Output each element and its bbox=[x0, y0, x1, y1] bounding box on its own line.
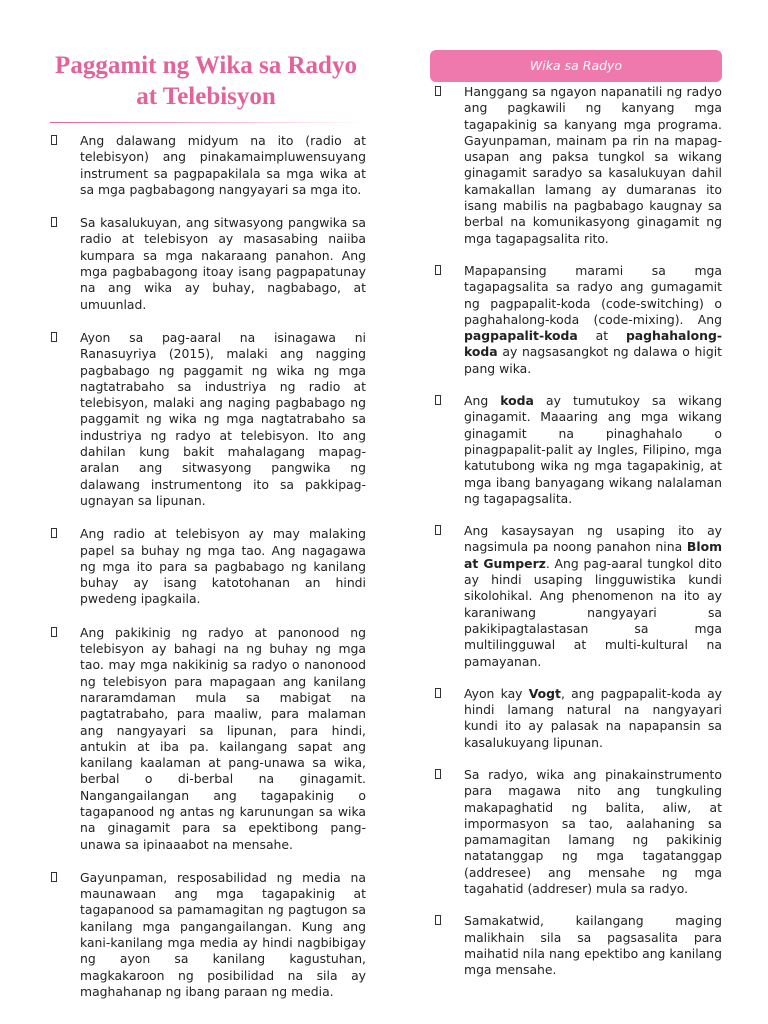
bold-term: pagpapalit-koda bbox=[464, 328, 578, 344]
bullet-text bbox=[80, 526, 366, 607]
bullet-box-icon bbox=[51, 528, 57, 538]
text-run: Hanggang sa ngayon napanatili ng radyo ang pagkawili ng kanyang mga tagapakinig sa kanyang mga programa. Gayunpaman, mainam pa rin na mapag-usapan ang paksa tungkol sa wikang ginagamit saradyo sa kasalukuyan dahil kamakallan lamang ay dumaranas ito isang mabilis na pagbabago kaugnay sa berbal na komunikasyong ginagamit ng mga tagapagsalita rito. bbox=[464, 84, 722, 246]
bullet-text bbox=[464, 393, 722, 507]
bullet-text bbox=[464, 84, 722, 247]
bullet-item bbox=[46, 133, 366, 198]
bullet-item bbox=[46, 215, 366, 313]
bullet-item bbox=[430, 523, 722, 670]
bullet-box-icon bbox=[435, 265, 441, 275]
bullet-text bbox=[464, 523, 722, 670]
bullet-box-icon bbox=[51, 627, 57, 637]
text-run: Gayunpaman, resposabilidad ng media na maunawaan ang mga tagapakinig at tagapanood sa pamamagitan ng pagtugon sa kanilang mga pangangailangan. Kung ang kani-kanilang mga media ay hindi nagbibigay ng ayon sa kanilang kagustuhan, magkakaroon ng posibilidad na sila ay maghahanap ng ibang paraan ng media. bbox=[80, 869, 366, 999]
bullet-item bbox=[46, 625, 366, 853]
title-divider bbox=[50, 122, 366, 123]
bullet-box-icon bbox=[51, 872, 57, 882]
bullet-text bbox=[464, 686, 722, 751]
text-run: Ayon sa pag-aaral na isinagawa ni Ranasuyriya (2015), malaki ang nagging pagbabago ng paggamit ng wika ng mga nagtatrabaho sa industriya ng radio at telebisyon, malaki ang naging pagbabago ng paggamit ng wika ng mga nagtatrabaho sa industriya ng radyo at telebisyon. Ito ang dahilan kung bakit mahalagang mapag-aralan ang sitwasyong pangwika ng dalawang instrumentong ito sa pakkipag-ugnayan sa lipunan. bbox=[80, 329, 366, 508]
text-run: Ang dalawang midyum na ito (radio at telebisyon) ang pinakamaimpluwensuyang instrument sa pagpapakilala sa mga wika at sa mga pagbabagong nangyayari sa mga ito. bbox=[80, 133, 366, 197]
text-run: . Ang pag-aaral tungkol dito ay hindi usaping lingguwistika kundi sikolohikal. Ang phenomenon na ito ay karaniwang nangyayari sa pakikipagtalastasan sa mga multilingguwal at multi-kultural na pamayanan. bbox=[464, 555, 722, 669]
text-run: Ang radio at telebisyon ay may malaking papel sa buhay ng mga tao. Ang nagagawa ng mga ito para sa pagbabago ng kanilang buhay ay isang katotohanan an hindi pwedeng ipagkaila. bbox=[80, 526, 366, 607]
bullet-item bbox=[430, 393, 722, 507]
text-run: Ang bbox=[464, 393, 501, 409]
bullet-box-icon bbox=[435, 769, 441, 779]
page-title: Paggamit ng Wika sa Radyo at Telebisyon bbox=[55, 52, 357, 110]
bullet-box-icon bbox=[435, 915, 441, 925]
bullet-text bbox=[80, 330, 366, 509]
bullet-text bbox=[80, 625, 366, 853]
bold-term: Blom at Gumperz bbox=[464, 539, 722, 571]
bold-term: koda bbox=[500, 393, 534, 409]
bullet-text bbox=[80, 870, 366, 1000]
bullet-box-icon bbox=[51, 332, 57, 342]
bullet-item bbox=[430, 84, 722, 247]
bullet-item bbox=[430, 263, 722, 377]
text-run: , ang pagpapalit-koda ay hindi lamang natural na nangyayari kundi ito ay palasak na napapansin sa kasalukuyang lipunan. bbox=[464, 685, 722, 750]
bullet-box-icon bbox=[435, 525, 441, 535]
bullet-text bbox=[80, 133, 366, 198]
bullet-box-icon bbox=[51, 135, 57, 145]
bullet-text bbox=[464, 263, 722, 377]
bullet-item bbox=[46, 870, 366, 1000]
text-run: Sa kasalukuyan, ang sitwasyong pangwika sa radio at telebisyon ay masasabing naiiba kumpara sa mga nakaraang panahon. Ang mga pagbabagong itoay isang pagpapatunay na ang wika ay buhay, nagbabago, at umuunlad. bbox=[80, 215, 366, 312]
bullet-text bbox=[80, 215, 366, 313]
bullet-text bbox=[464, 767, 722, 897]
bullet-item bbox=[430, 913, 722, 978]
bullet-item bbox=[430, 686, 722, 751]
bullet-box-icon bbox=[435, 688, 441, 698]
bullet-box-icon bbox=[51, 217, 57, 227]
text-run: ay tumutukoy sa wikang ginagamit. Maaaring ang mga wikang ginagamit na pinaghahalo o pinagpapalit-palit ay Ingles, Filipino, mga katutubong wika ng mga tagapakinig, at mga ibang banyagang wikang nalalaman ng tagapagsalita. bbox=[464, 393, 722, 506]
right-bullet-list bbox=[430, 84, 722, 979]
text-run: Mapapansing marami sa mga tagapagsalita sa radyo ang gumagamit ng pagpapalit-koda (code-switching) o paghahalong-koda (code-mixing). Ang bbox=[464, 262, 722, 327]
section-header: Wika sa Radyo bbox=[430, 50, 722, 82]
bullet-item bbox=[430, 767, 722, 897]
text-run: Ang kasaysayan ng usaping ito ay nagsimula pa noong panahon nina bbox=[464, 523, 722, 555]
bullet-item bbox=[46, 526, 366, 607]
bold-term: paghahalong-koda bbox=[464, 328, 722, 360]
text-run: Ang pakikinig ng radyo at panonood ng telebisyon ay bahagi na ng buhay ng mga tao. may mga nakikinig sa radyo o nanonood ng telebisyon para mapagaan ang kanilang nararamdaman mula sa mabigat na pagtatrabaho, para maaliw, para malaman ang nangyayari sa lipunan, para hindi, antukin at iba pa. kailangang sapat ang kanilang kaalaman at pang-unawa sa wika, berbal o di-berbal na ginagamit. Nangangailangan ang tagapakinig o tagapanood ng antas ng karunungan sa wika na ginagamit para sa epektibong pang-unawa sa ipinaaabot na mensahe. bbox=[80, 624, 366, 852]
bullet-box-icon bbox=[435, 86, 441, 96]
text-run: Ayon kay bbox=[464, 685, 529, 701]
bullet-item bbox=[46, 330, 366, 509]
text-run: at bbox=[577, 328, 626, 344]
bold-term: Vogt bbox=[528, 685, 561, 701]
bullet-box-icon bbox=[435, 395, 441, 405]
left-column bbox=[46, 44, 366, 1017]
text-run: ay nagsasangkot ng dalawa o higit pang wika. bbox=[464, 344, 722, 376]
bullet-text bbox=[464, 913, 722, 978]
text-run: Samakatwid, kailangang maging malikhain sila sa pagsasalita para maihatid nila nang epektibo ang kanilang mga mensahe. bbox=[464, 913, 722, 978]
text-run: Sa radyo, wika ang pinakainstrumento para magawa nito ang tungkuling makapaghatid ng balita, aliw, at impormasyon sa tao, aalahaning sa pamamagitan lamang ng pakikinig natatanggap ng mga tagatanggap (addresee) ang mensahe ng mga tagahatid (addreser) mula sa radyo. bbox=[464, 766, 722, 897]
right-column bbox=[430, 50, 722, 995]
left-bullet-list bbox=[46, 133, 366, 1000]
